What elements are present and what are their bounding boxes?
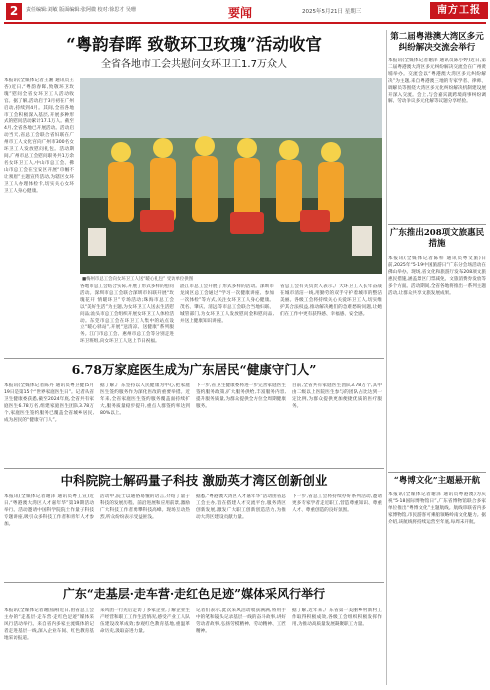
lead-divider: [4, 358, 384, 359]
lead-column-3: 湛江市总工会开展了形式多样的活动。深圳市龙岗区总工会通过“学习一次健康讲座、参加一次体检”等方式,关注女环卫工人身心健康。茂名、肇庆、清远等市总工会联合当地妇联、城管部门,为女环卫工人发放慰问金和慰问品,并送上健康知识讲座。: [180, 284, 274, 324]
header-rule: [4, 22, 486, 24]
article4-column-2: 采风团一行先后走访了多家企业,了解企业生产经营和职工工作生活情况,感受产业工人队伍建设改革成效;参观红色教育基地,重温革命历史,汲取奋进力量。: [100, 608, 190, 634]
article3-column-4: 下一步,省总工会将持续办好系列活动,邀请更多专家学者走近职工,营造尊重知识、尊重人才、尊重创造的良好氛围。: [292, 494, 382, 513]
article2-headline: 6.78万家庭医生成为广东居民“健康守门人”: [71, 362, 317, 377]
newspaper-logo: 南方工报: [430, 2, 488, 19]
article3-column-1: 本报讯(全媒体记者谢泽 通讯员粤工宣)近日,“粤港澳大湾区人才嘉年华”第19期活动举行。活动邀请中国科学院院士作量子科技专题讲座,吸引众多科技工作者和青年人才参加。: [4, 494, 94, 527]
page-header: [0, 0, 490, 22]
section-title: 要闻: [228, 6, 253, 20]
article3-divider: [4, 582, 384, 583]
sidebar-item3-headline: “粤博文化”主题悬开航: [393, 476, 481, 486]
lead-subtitle: 全省各地市工会共慰问女环卫工1.7万众人: [101, 59, 287, 70]
sidebar-item1-headline: 第二届粤港澳大湾区多元纠纷解决交流会举行: [390, 32, 484, 53]
article2-column-3: 下一步,省卫生健康委将进一步完善家庭医生签约服务政策,扩大服务供给,丰富服务内容,提升服务质量,为群众提供全方位全周期健康服务。: [196, 383, 286, 409]
sidebar-item2-headline: 广东推出208项文旅惠民措施: [389, 228, 485, 249]
article3-headline: 中科院院士解码量子科技 激励英才湾区创新创业: [60, 473, 328, 488]
article4-column-1: 本报讯(全媒体记者谢国满)近日,由省总工会主办的“走基层·走车营·走红色足迹”媒体采风行活动举行。来自省内多家主流媒体的记者走进基层一线,深入企业车间、红色教育基地采访报道。: [4, 608, 94, 641]
article4-column-3: 记者们表示,此次采风活动收获满满,将用手中的笔和镜头记录基层一线的奋斗故事,讲好劳动者故事,弘扬劳模精神、劳动精神、工匠精神。: [196, 608, 286, 634]
article2-column-2: 据了解,广东坚持以人民健康为中心,把家庭医生签约服务作为深化医改的重要举措。近年来,全省家庭医生签约服务覆盖面持续扩大,服务质量稳步提升,重点人群签约率达到80%以上。: [100, 383, 190, 416]
lead-column-4: 省总工会有关负责人表示,广大环卫工人长年奋战在城市清洁一线,用勤劳的双手守护着城市的整洁美丽。各级工会将持续关心关爱环卫工人,切实维护其合法权益,推动解决她们的急难愁盼问题,让她们在工作中更有获得感、幸福感、安全感。: [280, 284, 382, 317]
editors-credit: 责任编辑:刘敏 版面编辑:张阿微 校对:徐思才 吴珊: [26, 7, 136, 13]
lead-column-1: 本报讯(全媒体记者王湘 通讯员王杏)近日,“粤韵春晖,致敬环卫玫瑰”慰问全省女环卫工人活动收官。据了解,活动启于3月初在广州启动,持续到4月。其间,全省各地市工会积极深入基层,开展多种形式的慰问活动累计17.1万人。截至4月,全省各地已开展活动。活动启动当天,省总工会联合省妇联在广州市工人文化宫向广州市300名女环卫工人发放慰问礼包。活动期间,广州市总工会慰问职务共1万余名女环卫工人,中山市总工会、佛山市总工会在宝安区开展“巾帼不让须眉”主题宣传活动,为辖区女环卫工人办理体检卡,切实关心女环卫工人身心健康。: [4, 78, 74, 194]
article2-column-4: 目前,全省共有家庭医生团队3.78万个,其中由二级以上医院医生参与的团队占比达到一定比例,为群众提供更加便捷优质的医疗服务。: [292, 383, 382, 409]
environmental-workers-photo: [80, 78, 382, 274]
article2-column-1: 本报讯(全媒体记者陈丹 通讯员粤卫健)5月19日是第15个“世界家庭医生日”。记者从省卫生健康委获悉,截至2024年底,全省共有家庭医生6.78万名,组建家庭医生团队3.78万个,家庭医生签约服务已覆盖全省城乡居民,成为居民的“健康守门人”。: [4, 383, 94, 423]
sidebar-item2-body: 本报讯(全媒体记者陈梓 通讯员粤文旅)日前,2025年“5·19中国旅游日”广东分会场活动在佛山举办。现场,省文化和旅游厅发布208项文旅惠民措施,涵盖景区门票减免、文旅消费券发放等多个方面。活动期间,全省各地将推出一系列主题活动,让群众共享文旅发展成果。: [388, 256, 486, 296]
lead-headline: “粤韵春晖 致敬环卫玫瑰”活动收官: [66, 35, 322, 54]
sidebar-item1-body: 本报讯(全媒体记者谢泽 通讯员陈小婷)近日,第二届粤港澳大湾区多元纠纷解决交流会在广州黄埔举办。交流会以“粤港澳大湾区多元纠纷解决”为主题,来自粤港澳三地的专家学者、律师、调解员等围绕大湾区多元化纠纷解决机制建设展开深入交流。会上,与会嘉宾就跨境商事纠纷调解、劳动争议多元化解等议题分享经验。: [388, 58, 486, 105]
article4-column-4: 据了解,近年来,广东省第一美丽乡村新村工作取得积极成效,各级工会组织积极发挥作用,为推动高质量发展凝聚职工力量。: [292, 608, 382, 627]
page-number: 2: [6, 3, 22, 20]
article2-divider: [4, 468, 384, 469]
sidebar-item3-body: 本报讯(全媒体记者谢泽 通讯员粤港澳)为庆祝“5·18国际博物馆日”,广东省博物馆联合多家单位推出“粤博文化”主题航线。航线串联省内多家博物馆,市民游客可乘船领略岭南文化魅力。据介绍,该航线将持续运营至年底,每周末开航。: [388, 492, 486, 525]
issue-date: 2025年5月21日 星期三: [302, 9, 362, 15]
sidebar-divider-2: [388, 472, 486, 473]
lead-column-2: 各地市总工会结合实际,开展了形式多样的慰问活动。深圳市总工会联合深圳市妇联开展“玫瑰花开 情暖环卫”专场活动;珠海市总工会以“美好生活”为主题,为女环卫工人送去生活慰问品;汕头市总工会组织开展女环卫工人体检活动。东莞市总工会在环卫工人集中的站点设立“暖心驿站”,开展“送清凉、送健康”系列服务。江门市总工会、惠州市总工会等分别走进环卫班组,向女环卫工人送上节日祝福。: [80, 284, 174, 345]
lead-photo-caption: ■梅州市总工会向女环卫工人送“暖心礼包” 受访单位供图: [82, 277, 194, 282]
article3-column-3: 据悉,“粤港澳大湾区人才嘉年华”活动由省总工会主办,旨在搭建人才交流平台,服务湾区创新发展,激发广大职工创新创造活力,为推动大湾区建设贡献力量。: [196, 494, 286, 520]
article3-column-2: 活动中,院士以通俗易懂的语言,介绍了量子科技的发展历程、前沿进展和应用前景,激励广大科技工作者勇攀科技高峰。现场互动热烈,听众纷纷表示受益匪浅。: [100, 494, 190, 520]
lead-photo: [80, 78, 382, 274]
sidebar-divider-1: [388, 224, 486, 225]
article4-headline: 广东“走基层·走车营·走红色足迹”媒体采风行举行: [62, 587, 326, 601]
sidebar-separator: [386, 30, 387, 685]
